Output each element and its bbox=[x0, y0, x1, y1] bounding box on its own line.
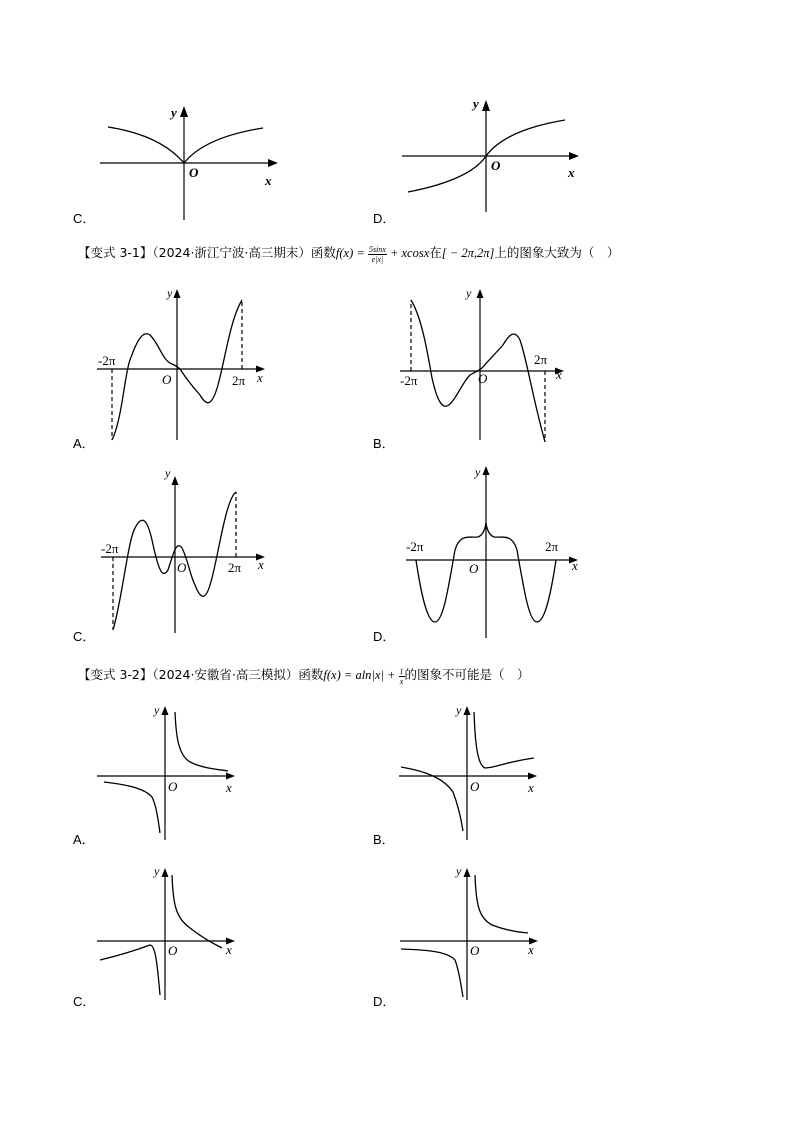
curve-right bbox=[475, 875, 528, 933]
origin-label: O bbox=[469, 561, 479, 576]
origin-label: O bbox=[177, 560, 187, 575]
y-label: y bbox=[171, 105, 177, 120]
neg-2pi-label: -2π bbox=[98, 353, 116, 368]
question-prefix: 【变式 3-1】（2024·浙江宁波·高三期末）函数 bbox=[78, 245, 336, 260]
y-label: y bbox=[456, 864, 462, 878]
curve-left bbox=[401, 949, 463, 997]
fraction-numerator: 5sinx bbox=[368, 244, 386, 254]
origin-label: O bbox=[189, 165, 199, 180]
interval: [ − 2π,2π] bbox=[441, 246, 495, 260]
option-label-c: C． bbox=[73, 211, 96, 226]
pos-2pi-label: 2π bbox=[545, 539, 559, 554]
option-3-1-d: D． bbox=[373, 629, 396, 644]
x-label: x bbox=[572, 558, 578, 573]
y-label: y bbox=[456, 703, 462, 717]
option-3-1-a: A． bbox=[73, 436, 95, 451]
neg-2pi-label: -2π bbox=[400, 373, 418, 388]
origin-label: O bbox=[491, 158, 501, 173]
x-label: x bbox=[528, 942, 534, 957]
pos-2pi-label: 2π bbox=[228, 560, 242, 575]
formula-lhs: f(x) = bbox=[335, 246, 365, 260]
pos-2pi-label: 2π bbox=[534, 352, 548, 367]
neg-2pi-label: -2π bbox=[101, 541, 119, 556]
fraction-denominator: x bbox=[399, 676, 404, 686]
origin-label: O bbox=[168, 779, 178, 794]
option-3-2-d: D． bbox=[373, 994, 396, 1009]
option-3-2-a: A． bbox=[73, 832, 95, 847]
y-label: y bbox=[473, 96, 479, 111]
origin-label: O bbox=[162, 372, 172, 387]
neg-2pi-label: -2π bbox=[406, 539, 424, 554]
x-label: x bbox=[568, 165, 575, 180]
y-label: y bbox=[466, 286, 472, 300]
x-label: x bbox=[257, 370, 263, 385]
formula-lhs: f(x) = aln|x| + bbox=[323, 668, 396, 682]
x-label: x bbox=[556, 367, 562, 382]
fraction-numerator: 1 bbox=[399, 666, 404, 676]
option-3-2-b: B． bbox=[373, 832, 395, 847]
x-label: x bbox=[265, 173, 272, 188]
pos-2pi-label: 2π bbox=[232, 373, 246, 388]
x-label: x bbox=[226, 942, 232, 957]
formula-rest: + xcosx bbox=[389, 246, 430, 260]
option-label-d: D． bbox=[373, 211, 396, 226]
question-suffix: 上的图象大致为（ ） bbox=[494, 245, 620, 260]
origin-label: O bbox=[470, 943, 480, 958]
origin-label: O bbox=[168, 943, 178, 958]
fraction-denominator: e|x| bbox=[371, 254, 384, 264]
y-label: y bbox=[154, 864, 160, 878]
option-3-1-b: B． bbox=[373, 436, 395, 451]
y-label: y bbox=[154, 703, 160, 717]
x-label: x bbox=[258, 557, 264, 572]
question-prefix: 【变式 3-2】（2024·安徽省·高三模拟）函数 bbox=[78, 667, 324, 682]
x-label: x bbox=[528, 780, 534, 795]
origin-label: O bbox=[478, 371, 488, 386]
question-suffix: 的图象不可能是（ ） bbox=[404, 667, 530, 682]
option-3-1-c: C． bbox=[73, 629, 96, 644]
y-label: y bbox=[475, 465, 481, 479]
y-arrow-icon bbox=[464, 868, 471, 877]
origin-label: O bbox=[470, 779, 480, 794]
x-label: x bbox=[226, 780, 232, 795]
y-label: y bbox=[165, 466, 171, 480]
question-mid: 在 bbox=[429, 245, 442, 260]
y-label: y bbox=[167, 286, 173, 300]
option-3-2-c: C． bbox=[73, 994, 96, 1009]
